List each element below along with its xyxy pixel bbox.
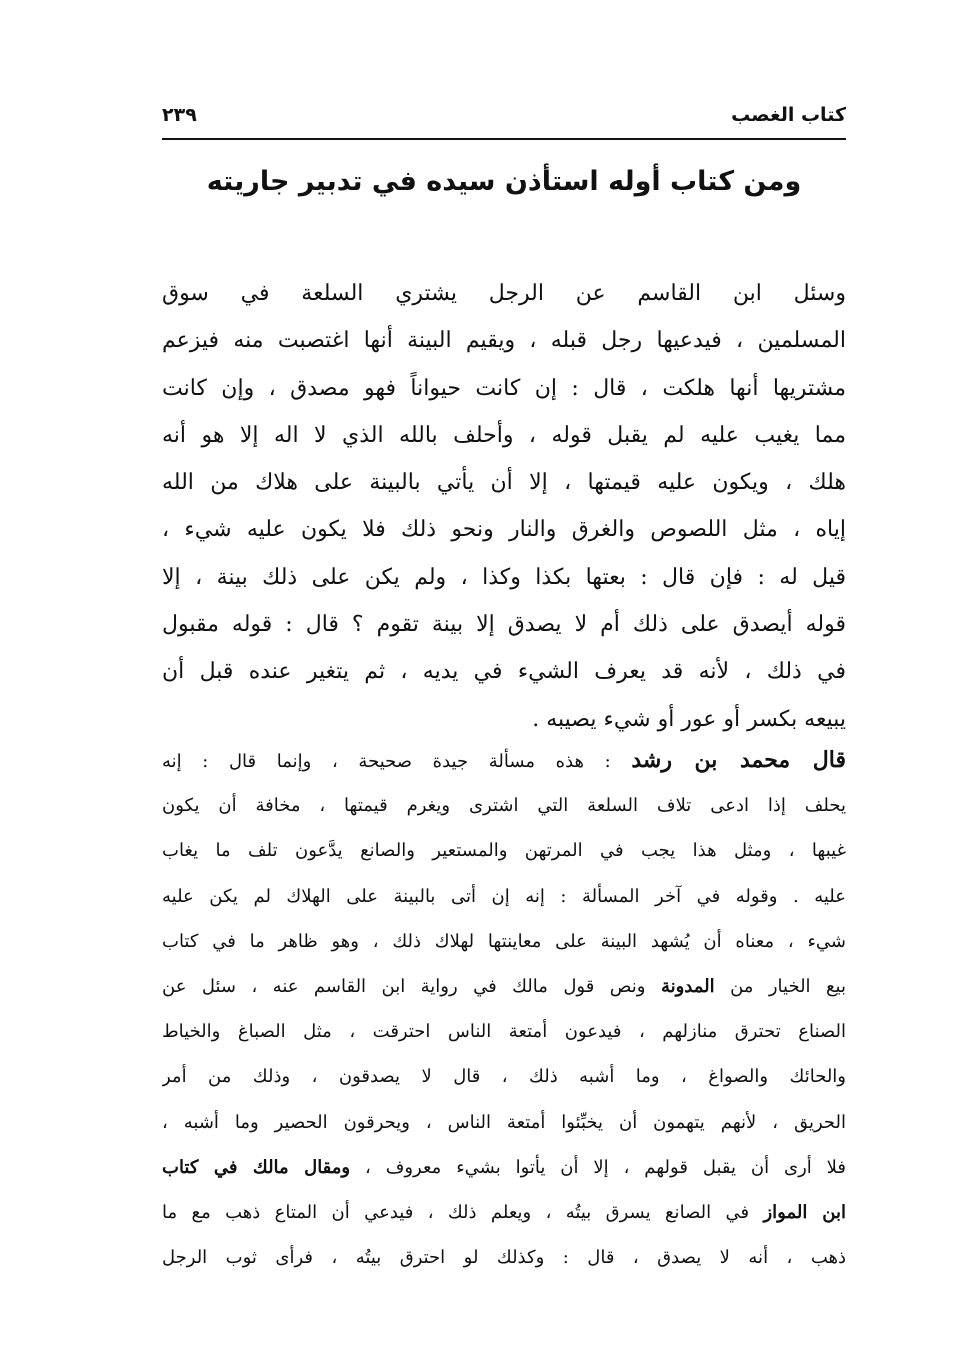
text-line: ذهب ، أنه لا يصدق ، قال : وكذلك لو احترق بيتُه ، فرأى ثوب الرجل bbox=[162, 1247, 846, 1269]
text-line: غيبها ، ومثل هذا يجب في المرتهن والمستعير والصانع يدَّعون تلف ما يغاب bbox=[162, 840, 846, 862]
text-line bbox=[162, 1190, 846, 1235]
text-line bbox=[162, 964, 846, 1009]
text-line: مشتريها أنها هلكت ، قال : إن كانت حيواناً فهو مصدق ، وإن كانت bbox=[162, 375, 846, 401]
bold-term: ابن المواز bbox=[763, 1201, 846, 1223]
text-line: مما يغيب عليه لم يقبل قوله ، وأحلف بالله الذي لا اله إلا هو أنه bbox=[162, 422, 846, 448]
text-line: قوله أيصدق على ذلك أم لا يصدق إلا بينة تقوم ؟ قال : قوله مقبول bbox=[162, 612, 846, 638]
bold-term: ومقال مالك في كتاب bbox=[162, 1156, 351, 1178]
text-line: الحريق ، لأنهم يتهمون أن يخبِّئوا أمتعة الناس ، ويحرقون الحصير وما أشبه ، bbox=[162, 1111, 846, 1133]
text-line: الصناع تحترق منازلهم ، فيدعون أمتعة الناس احترقت ، مثل الصباغ والخياط bbox=[162, 1021, 846, 1043]
text-line: عليه . وقوله في آخر المسألة : إنه إن أتى بالبينة على الهلاك لم يكن عليه bbox=[162, 885, 846, 907]
text-segment: في الصانع يسرق بيتُه ، ويعلم ذلك ، فيدعي أن المتاع ذهب مع ما bbox=[162, 1201, 764, 1223]
text-line: يبيعه بكسر أو عور أو شيء يصيبه . bbox=[532, 706, 846, 732]
page-number: ٢٣٩ bbox=[162, 104, 197, 126]
text-segment: بيع الخيار من bbox=[714, 975, 846, 997]
author-lead: قال محمد بن رشد bbox=[631, 747, 846, 773]
text-line: هلك ، ويكون عليه قيمتها ، إلا أن يأتي بالبينة على هلاك من الله bbox=[162, 470, 846, 496]
bold-term: المدونة bbox=[660, 975, 715, 997]
text-line: قيل له : فإن قال : بعتها بكذا وكذا ، ولم يكن على ذلك بينة ، إلا bbox=[162, 564, 846, 590]
text-segment: فلا أرى أن يقبل قولهم ، إلا أن يأتوا بشيء معروف ، bbox=[350, 1156, 846, 1178]
paragraph-2 bbox=[162, 738, 846, 1280]
text-line bbox=[162, 738, 846, 783]
text-line: في ذلك ، لأنه قد يعرف الشيء في يديه ، ثم يتغير عنده قبل أن bbox=[162, 659, 846, 685]
chapter-title: ومن كتاب أوله استأذن سيده في تدبير جاريته bbox=[206, 166, 802, 197]
text-line: يحلف إذا ادعى تلاف السلعة التي اشترى ويغرم قيمتها ، مخافة أن يكون bbox=[162, 795, 846, 817]
header-rule bbox=[162, 138, 846, 140]
text-segment: : هذه مسألة جيدة صحيحة ، وإنما قال : إنه bbox=[162, 751, 632, 772]
page-header bbox=[162, 104, 846, 138]
text-line: المسلمين ، فيدعيها رجل قبله ، ويقيم البينة أنها اغتصبت منه فيزعم bbox=[162, 328, 846, 354]
running-title: كتاب الغصب bbox=[731, 104, 846, 126]
text-segment: ونص قول مالك في رواية ابن القاسم عنه ، سئل عن bbox=[162, 975, 661, 997]
text-line bbox=[162, 1145, 846, 1190]
text-line: والحائك والصواغ ، وما أشبه ذلك ، قال لا يصدقون ، وذلك من أمر bbox=[162, 1066, 846, 1088]
text-line: شيء ، معناه أن يُشهد البينة على معاينتها لهلاك ذلك ، وهو ظاهر ما في كتاب bbox=[162, 930, 846, 952]
text-line: وسئل ابن القاسم عن الرجل يشتري السلعة في سوق bbox=[162, 281, 846, 306]
text-line: إياه ، مثل اللصوص والغرق والنار ونحو ذلك فلا يكون عليه شيء ، bbox=[162, 517, 846, 543]
paragraph-1 bbox=[162, 270, 846, 743]
